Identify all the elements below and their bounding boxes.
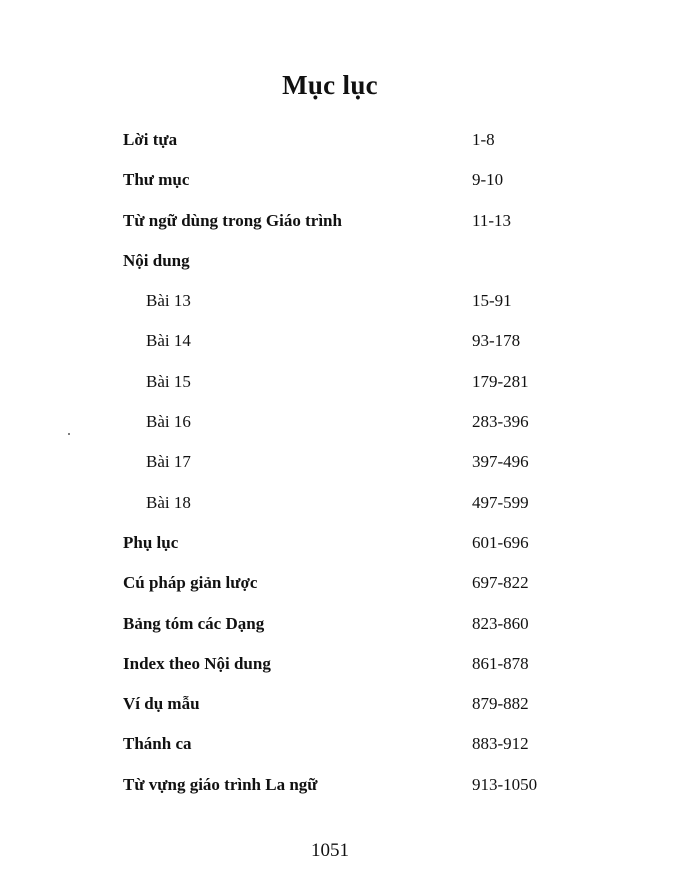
toc-entry [0,329,700,369]
toc-entry [0,209,700,249]
toc-entry-label: Từ ngữ dùng trong Giáo trình [123,210,342,230]
toc-entry-pages: 697-822 [472,573,529,593]
toc-entry-pages: 9-10 [472,170,504,190]
toc-entry [0,773,700,813]
table-of-contents [0,128,700,813]
toc-entry-label: Bài 14 [146,331,191,351]
toc-entry-label: Bài 15 [146,371,191,391]
toc-entry [0,531,700,571]
toc-entry [0,168,700,208]
toc-entry [0,249,700,289]
toc-entry-label: Lời tựa [123,130,178,149]
toc-entry-pages: 11-13 [472,210,512,230]
toc-entry-pages: 93-178 [472,331,521,351]
toc-entry-pages: 879-882 [472,694,529,714]
toc-entry-label: Ví dụ mẫu [123,694,200,714]
toc-entry-label: Nội dung [123,250,190,270]
toc-entry-label: Bài 18 [146,492,191,512]
toc-entry-label: Từ vựng giáo trình La ngữ [123,774,318,794]
toc-entry [0,692,700,732]
toc-entry-pages: 601-696 [472,532,529,552]
toc-entry [0,128,700,168]
toc-entry [0,732,700,772]
toc-entry-label: Index theo Nội dung [123,653,271,673]
page-number: 1051 [311,840,349,861]
toc-entry [0,289,700,329]
toc-entry-label: Cú pháp giản lược [123,573,258,593]
toc-entry [0,491,700,531]
toc-entry-label: Thánh ca [123,734,192,754]
toc-entry-label: Bài 17 [146,452,191,472]
toc-entry-pages: 283-396 [472,412,529,432]
toc-entry [0,410,700,450]
toc-entry [0,571,700,611]
toc-entry [0,370,700,410]
toc-entry-label: Thư mục [123,170,190,190]
toc-entry [0,652,700,692]
toc-entry-pages: 861-878 [472,653,529,673]
toc-entry-label: Bảng tóm các Dạng [123,613,265,633]
toc-entry-pages: 823-860 [472,613,529,633]
toc-entry-label: Phụ lục [123,532,179,552]
toc-entry-pages: 497-599 [472,492,529,512]
toc-entry [0,450,700,490]
toc-entry-pages: 883-912 [472,734,529,754]
page-title: Mục lục [282,70,378,100]
toc-entry-pages: 1-8 [472,130,495,149]
toc-entry-pages: 397-496 [472,452,529,472]
toc-entry-pages: 913-1050 [472,774,538,794]
scan-speck [68,433,70,435]
toc-entry [0,612,700,652]
toc-entry-label: Bài 13 [146,291,191,311]
toc-entry-pages: 15-91 [472,291,512,311]
toc-entry-label: Bài 16 [146,412,191,432]
toc-entry-pages: 179-281 [472,371,529,391]
